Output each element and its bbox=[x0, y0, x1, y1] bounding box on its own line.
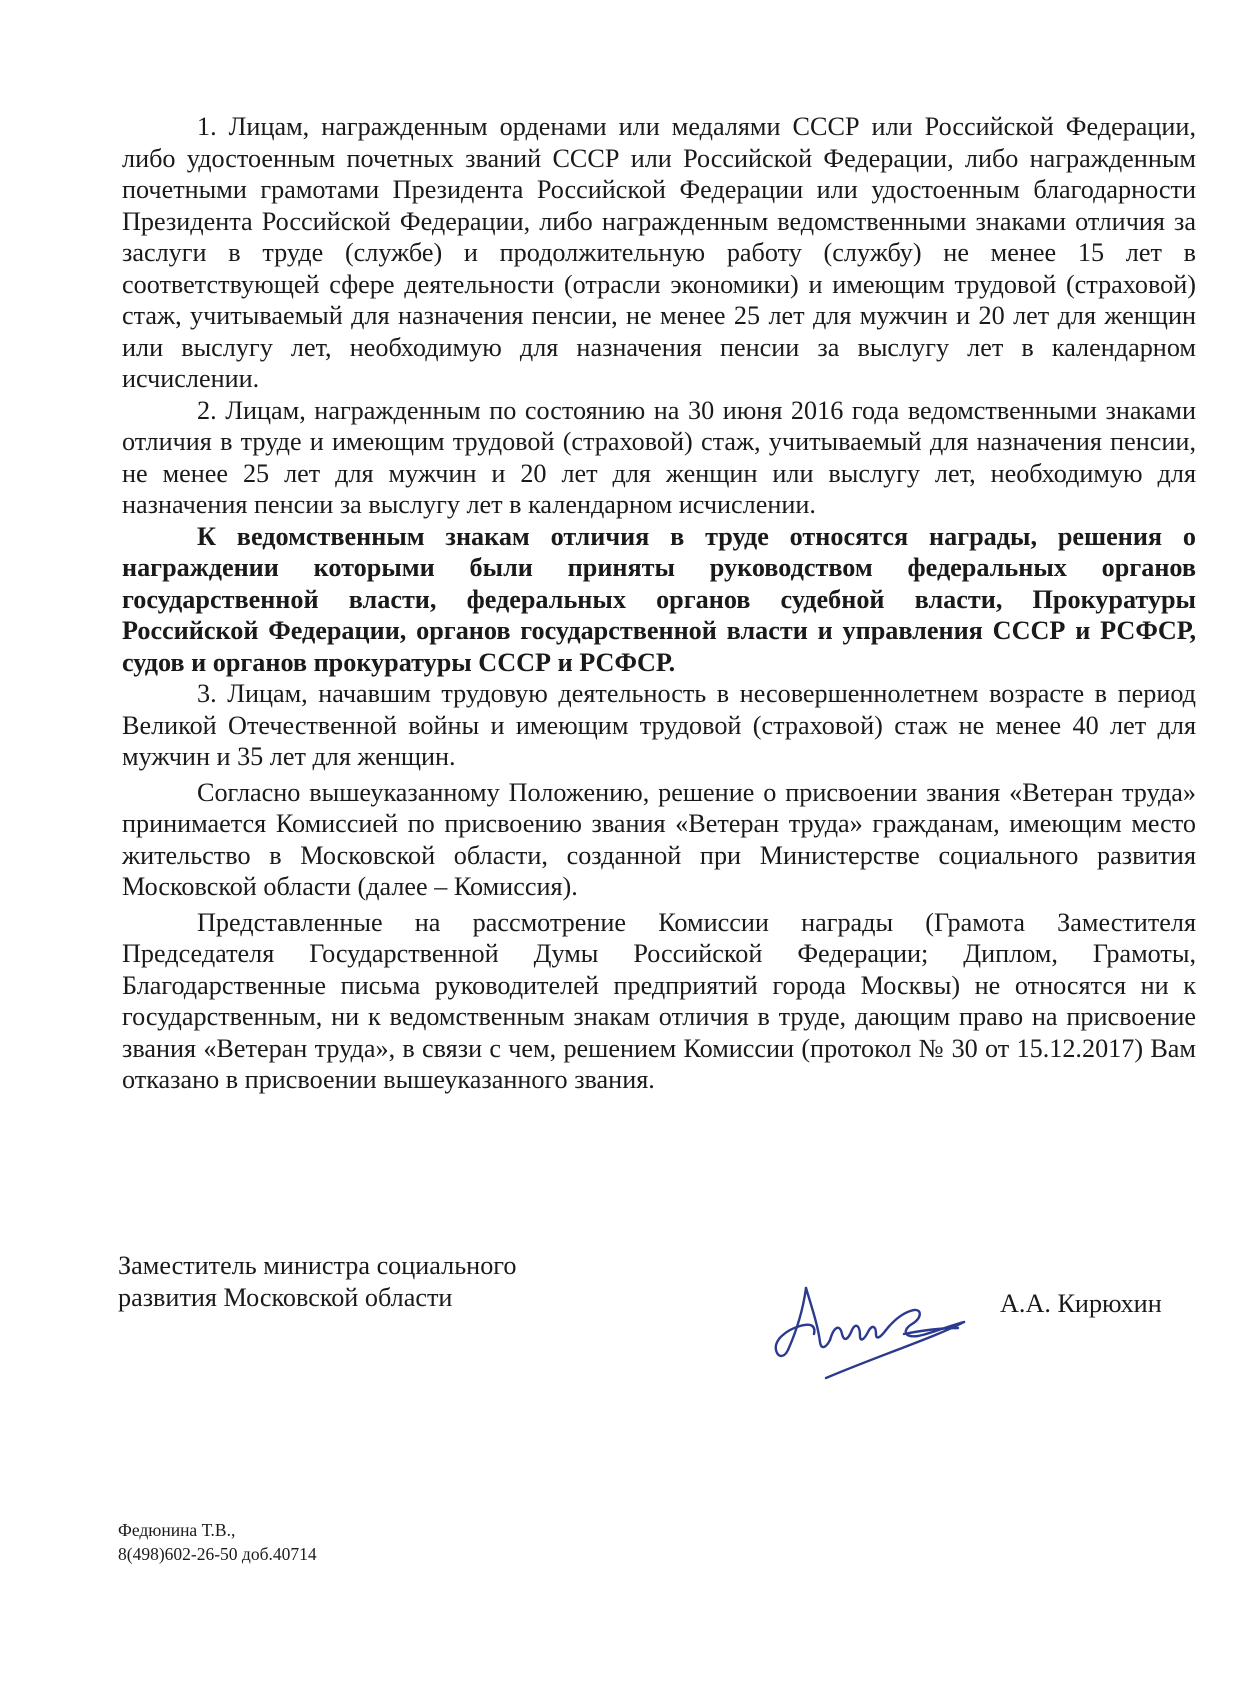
signer-name: А.А. Кирюхин bbox=[1000, 1289, 1162, 1318]
paragraph-3: 3. Лицам, начавшим трудовую деятельность в несовершеннолетнем возрасте в период Великой Отечественной войны и имеющим трудовой (страховой) стаж не менее 40 лет для мужчин и 35 лет для женщин. bbox=[122, 679, 1196, 771]
paragraph-bold-note: К ведомственным знакам отличия в труде относятся награды, решения о награждении которыми были приняты руководством федеральных органов государственной власти, федеральных органов судебной власти, Прокуратуры Российской Федерации, органов государственной власти и управления СССР и РСФСР, судов и органов прокуратуры СССР и РСФСР. bbox=[122, 521, 1196, 677]
paragraph-2: 2. Лицам, награжденным по состоянию на 30 июня 2016 года ведомственными знаками отличия в труде и имеющим трудовой (страховой) стаж, учитываемый для назначения пенсии, не менее 25 лет для мужчин и 20 лет для женщин или выслугу лет, необходимую для назначения пенсии за выслугу лет в календарном исчислении. bbox=[122, 395, 1196, 519]
executor-name: Федюнина Т.В., bbox=[118, 1520, 236, 1540]
signature-strokes bbox=[776, 1288, 964, 1378]
signature-block bbox=[118, 1250, 1198, 1360]
signer-position-line-2: развития Московской области bbox=[118, 1283, 453, 1312]
executor-info bbox=[118, 1518, 317, 1566]
paragraph-1: 1. Лицам, награжденным орденами или медалями СССР или Российской Федерации, либо удостоенным почетных званий СССР или Российской Федерации, либо награжденным почетными грамотами Президента Российской Федерации или удостоенным благодарности Президента Российской Федерации, либо награжденным ведомственными знаками отличия за заслуги в труде (службе) и продолжительную работу (службу) не менее 15 лет в соответствующей сфере деятельности (отрасли экономики) и имеющим трудовой (страховой) стаж, учитываемый для назначения пенсии, не менее 25 лет для мужчин и 20 лет для женщин или выслугу лет, необходимую для назначения пенсии за выслугу лет в календарном исчислении. bbox=[122, 112, 1196, 393]
paragraph-decision-procedure: Согласно вышеуказанному Положению, решение о присвоении звания «Ветеран труда» принимается Комиссией по присвоению звания «Ветеран труда» гражданам, имеющим место жительство в Московской области, созданной при Министерстве социального развития Московской области (далее – Комиссия). bbox=[122, 777, 1196, 901]
paragraph-refusal: Представленные на рассмотрение Комиссии награды (Грамота Заместителя Председателя Государственной Думы Российской Федерации; Диплом, Грамоты, Благодарственные письма руководителей предприятий города Москвы) не относятся ни к государственным, ни к ведомственным знакам отличия в труде, дающим право на присвоение звания «Ветеран труда», в связи с чем, решением Комиссии (протокол № 30 от 15.12.2017) Вам отказано в присвоении вышеуказанного звания. bbox=[122, 907, 1196, 1094]
executor-phone: 8(498)602-26-50 доб.40714 bbox=[118, 1544, 317, 1564]
signer-position-line-1: Заместитель министра социального bbox=[118, 1251, 517, 1280]
signer-position bbox=[118, 1250, 516, 1314]
letter-body bbox=[122, 111, 1196, 1096]
